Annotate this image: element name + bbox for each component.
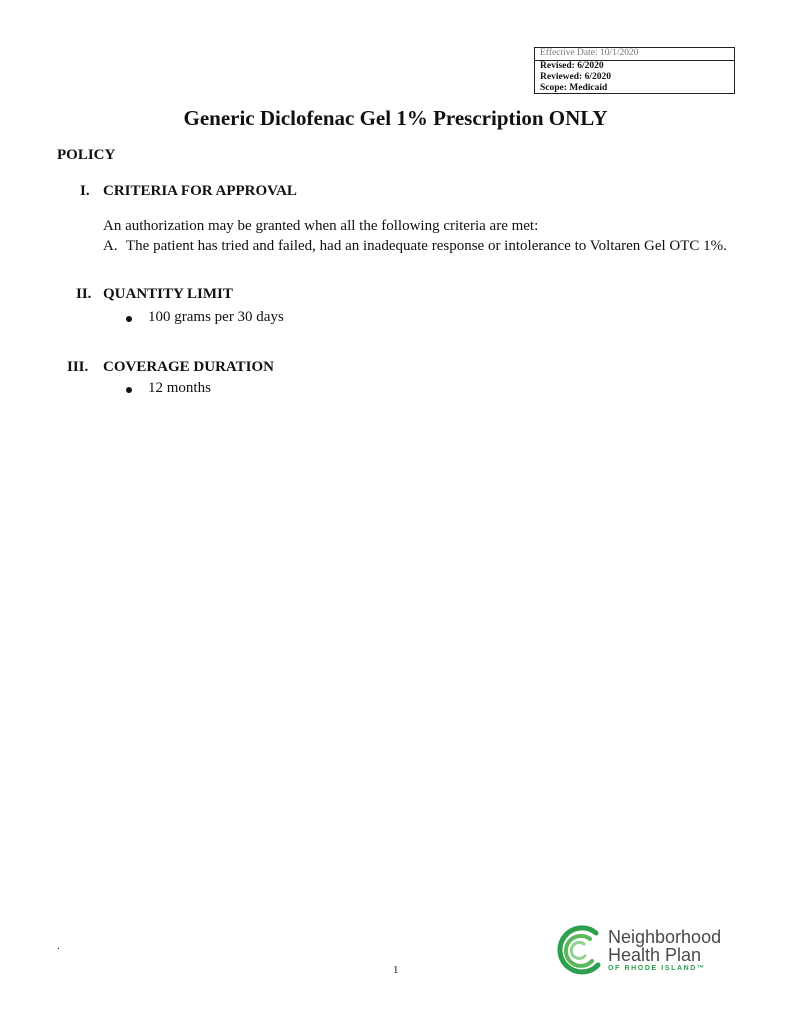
document-meta-box — [534, 47, 735, 94]
bullet-text: 100 grams per 30 days — [148, 309, 284, 325]
section-number: I. — [80, 183, 90, 199]
document-title: Generic Diclofenac Gel 1% Prescription ONLY — [183, 106, 608, 130]
section-heading-coverage-duration — [67, 359, 274, 376]
criteria-item-text: The patient has tried and failed, had an inadequate response or intolerance to Voltaren Gel OTC 1%. — [126, 238, 727, 254]
bullet-text: 12 months — [148, 380, 211, 396]
logo-line-1: Neighborhood — [608, 927, 722, 947]
section-title: COVERAGE DURATION — [103, 359, 274, 375]
reviewed-date: Reviewed: 6/2020 — [540, 72, 611, 82]
criteria-item-letter: A. — [103, 238, 118, 254]
bullet-icon — [126, 316, 132, 322]
revised-date: Revised: 6/2020 — [540, 61, 604, 71]
effective-date: Effective Date: 10/1/2020 — [535, 48, 734, 61]
section-title: CRITERIA FOR APPROVAL — [103, 183, 297, 199]
bullet-icon — [126, 387, 132, 393]
section-heading-criteria — [80, 183, 297, 200]
section-number: II. — [76, 286, 92, 302]
page-number: 1 — [393, 964, 399, 976]
section-number: III. — [67, 359, 89, 375]
scope: Scope: Medicaid — [540, 83, 608, 93]
logo-line-2: Health Plan — [608, 945, 702, 965]
neighborhood-health-plan-logo — [550, 925, 740, 975]
section-heading-quantity-limit — [76, 286, 233, 303]
logo-line-3: OF RHODE ISLAND™ — [608, 965, 706, 972]
criteria-intro: An authorization may be granted when all the following criteria are met: — [103, 218, 539, 234]
section-title: QUANTITY LIMIT — [103, 286, 233, 302]
logo-text — [608, 928, 721, 974]
policy-heading: POLICY — [57, 147, 116, 163]
stray-mark: . — [57, 940, 60, 952]
logo-swirl-icon — [550, 925, 606, 975]
